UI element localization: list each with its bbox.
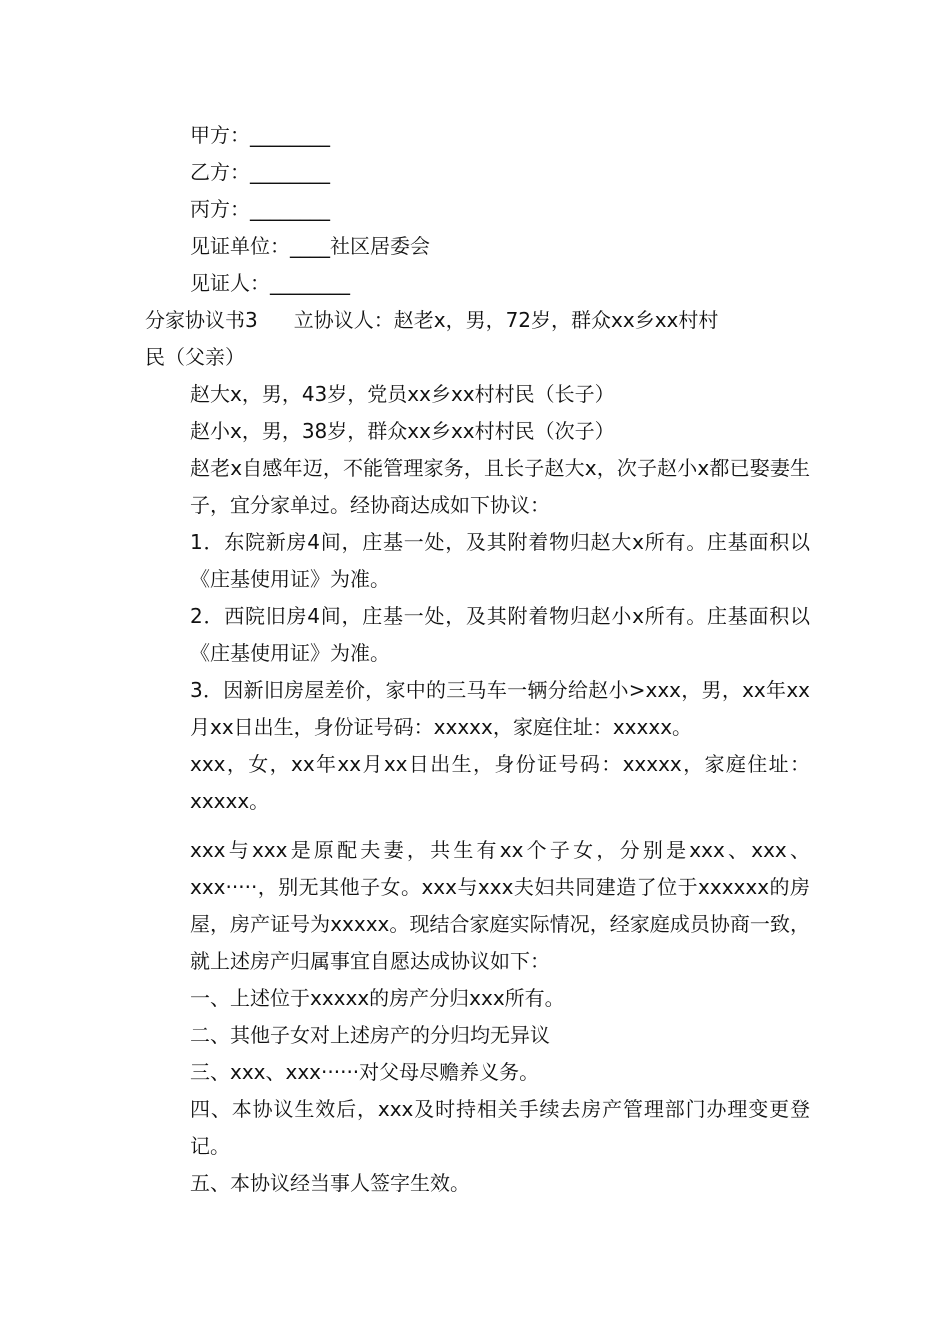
clause-1: 一、上述位于xxxxx的房产分归xxx所有。 <box>190 986 565 1010</box>
agreement-item-1: 1．东院新房4间，庄基一处，及其附着物归赵大x所有。庄基面积以《庄基使用证》为准。 <box>190 530 810 591</box>
agreement-item-3: 3．因新旧房屋差价，家中的三马车一辆分给赵小>xxx，男，xx年xx月xx日出生，身份证号码：xxxxx，家庭住址：xxxxx。 <box>190 678 810 739</box>
eldest-son-line: 赵大x，男，43岁，党员xx乡xx村村民（长子） <box>190 382 615 406</box>
younger-son-line: 赵小x，男，38岁，群众xx乡xx村村民（次子） <box>190 419 615 443</box>
clause-4: 四、本协议生效后，xxx及时持相关手续去房产管理部门办理变更登记。 <box>190 1097 810 1158</box>
reason-paragraph: 赵老x自感年迈，不能管理家务，且长子赵大x，次子赵小x都已娶妻生子，宜分家单过。经协商达成如下协议： <box>190 456 810 517</box>
party-b-line: 乙方：________ <box>190 160 330 184</box>
intro-text-line1: 立协议人：赵老x，男，72岁，群众xx乡xx村村 <box>293 308 719 332</box>
party-c-line: 丙方：________ <box>190 197 330 221</box>
agreement-item-2: 2．西院旧房4间，庄基一处，及其附着物归赵小x所有。庄基面积以《庄基使用证》为准。 <box>190 604 810 665</box>
intro-text-line2: 民（父亲） <box>145 345 245 369</box>
spouse-paragraph: xxx与xxx是原配夫妻，共生有xx个子女，分别是xxx、xxx、xxx·····，别无其他子女。xxx与xxx夫妇共同建造了位于xxxxxx的房屋，房产证号为xxxxx。现结合家庭实际情况，经家庭成员协商一致，就上述房产归属事宜自愿达成协议如下： <box>190 838 810 973</box>
document-title: 分家协议书3 <box>145 308 258 332</box>
witness-unit-line: 见证单位：____社区居委会 <box>190 234 430 258</box>
witness-person-line: 见证人：________ <box>190 271 350 295</box>
clause-5: 五、本协议经当事人签字生效。 <box>190 1171 470 1195</box>
title-intro-line <box>145 302 810 339</box>
party-a-line: 甲方：________ <box>190 123 330 147</box>
document-body <box>145 117 810 1202</box>
clause-2: 二、其他子女对上述房产的分归均无异议 <box>190 1023 550 1047</box>
clause-3: 三、xxx、xxx······对父母尽赡养义务。 <box>190 1060 540 1084</box>
person-info-paragraph: xxx，女，xx年xx月xx日出生，身份证号码：xxxxx，家庭住址：xxxxx。 <box>190 752 810 813</box>
